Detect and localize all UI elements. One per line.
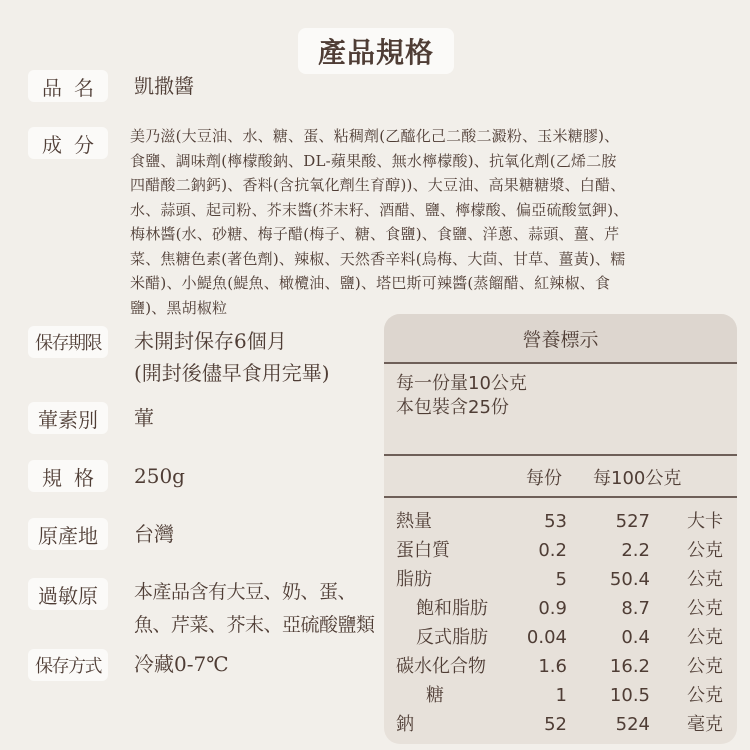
ingredients-text (130, 124, 710, 320)
nutrient-unit: 公克 (687, 685, 723, 706)
nutrient-name: 鈉 (396, 714, 414, 735)
ingredients-line: 四醋酸二鈉鈣)、香料(含抗氧化劑生育醇))、大豆油、高果糖糖漿、白醋、 (130, 176, 626, 194)
divider (384, 454, 737, 456)
nutrient-per-100g: 16.2 (609, 656, 650, 677)
nutrient-unit: 公克 (687, 540, 723, 561)
nutrition-row (384, 507, 737, 536)
nutrient-per-serving: 0.9 (538, 598, 567, 619)
nutrition-row (384, 594, 737, 623)
nutrition-row (384, 681, 737, 710)
nutrition-panel (384, 314, 737, 744)
storage-value: 冷藏0-7℃ (134, 652, 229, 676)
serving-size: 每一份量10公克 (396, 373, 527, 394)
allergen-line2: 魚、芹菜、芥末、亞硫酸鹽類 (134, 614, 375, 636)
shelf-life-label: 保存期限 (28, 326, 108, 358)
divider (384, 496, 737, 498)
ingredients-line: 水、蒜頭、起司粉、芥末醬(芥末籽、酒醋、鹽、檸檬酸、偏亞硫酸氫鉀)、 (130, 200, 629, 219)
nutrition-row (384, 536, 737, 565)
nutrition-row (384, 623, 737, 652)
nutrient-per-serving: 1.6 (538, 656, 567, 677)
servings-per-package: 本包裝含25份 (396, 397, 509, 418)
nutrient-per-100g: 2.2 (621, 540, 650, 561)
nutrient-name: 反式脂肪 (416, 627, 488, 648)
nutrient-per-100g: 0.4 (621, 627, 650, 648)
shelf-life-line1: 未開封保存6個月 (134, 329, 287, 353)
nutrition-row (384, 710, 737, 739)
allergen-label: 過敏原 (28, 578, 108, 610)
origin-label: 原產地 (28, 518, 108, 550)
nutrient-unit: 公克 (687, 598, 723, 619)
name-label: 品名 (28, 70, 108, 102)
nutrition-row (384, 652, 737, 681)
nutrient-per-serving: 52 (544, 714, 567, 735)
nutrient-per-100g: 527 (615, 511, 650, 532)
ingredients-label: 成分 (28, 127, 108, 159)
storage-label: 保存方式 (28, 649, 108, 681)
nutrient-name: 碳水化合物 (396, 656, 486, 677)
nutrient-name: 熱量 (396, 511, 432, 532)
nutrient-unit: 公克 (687, 569, 723, 590)
allergen-line1: 本產品含有大豆、奶、蛋、 (134, 581, 357, 603)
nutrient-per-100g: 10.5 (609, 685, 650, 706)
nutrient-per-serving: 1 (555, 685, 567, 706)
spec-label: 規格 (28, 460, 108, 492)
nutrient-per-serving: 5 (555, 569, 567, 590)
nutrient-per-100g: 524 (615, 714, 650, 735)
nutrition-row (384, 565, 737, 594)
nutrient-per-serving: 0.2 (538, 540, 567, 561)
divider (384, 362, 737, 364)
nutrient-unit: 公克 (687, 656, 723, 677)
nutrient-name: 蛋白質 (396, 540, 450, 561)
allergen-text (134, 576, 375, 642)
ingredients-line: 食鹽、調味劑(檸檬酸鈉、DL-蘋果酸、無水檸檬酸)、抗氧化劑(乙烯二胺 (130, 151, 617, 170)
nutrient-name: 脂肪 (396, 569, 432, 590)
nutrient-unit: 毫克 (687, 714, 723, 735)
diet-label: 葷素別 (28, 402, 108, 434)
nutrient-per-100g: 8.7 (621, 598, 650, 619)
ingredients-line: 鹽)、黑胡椒粒 (130, 298, 228, 317)
nutrient-per-serving: 0.04 (526, 627, 567, 648)
nutrient-unit: 大卡 (687, 511, 723, 532)
shelf-life-line2: (開封後儘早食用完畢) (134, 361, 330, 385)
nutrient-per-100g: 50.4 (609, 569, 650, 590)
nutrient-per-serving: 53 (544, 511, 567, 532)
col-per-serving: 每份 (526, 468, 562, 489)
nutrient-unit: 公克 (687, 627, 723, 648)
origin-value: 台灣 (134, 522, 174, 546)
spec-value: 250g (134, 464, 185, 488)
ingredients-line: 美乃滋(大豆油、水、糖、蛋、粘稠劑(乙醯化己二酸二澱粉、玉米糖膠)、 (130, 127, 620, 145)
nutrient-name: 飽和脂肪 (416, 598, 488, 619)
nutrient-name: 糖 (426, 685, 444, 706)
col-per-100g: 每100公克 (593, 468, 682, 489)
name-value: 凱撒醬 (134, 74, 194, 98)
ingredients-line: 梅林醬(水、砂糖、梅子醋(梅子、糖、食鹽)、食鹽、洋蔥、蒜頭、薑、芹 (130, 225, 620, 243)
nutrition-title: 營養標示 (384, 314, 737, 362)
diet-value: 葷 (134, 406, 154, 430)
ingredients-line: 菜、焦糖色素(著色劑)、辣椒、天然香辛料(烏梅、大茴、甘草、薑黃)、糯 (130, 249, 626, 268)
page-title: 產品規格 (298, 28, 454, 74)
ingredients-line: 米醋)、小鯷魚(鯷魚、橄欖油、鹽)、塔巴斯可辣醬(蒸餾醋、紅辣椒、食 (130, 274, 611, 292)
